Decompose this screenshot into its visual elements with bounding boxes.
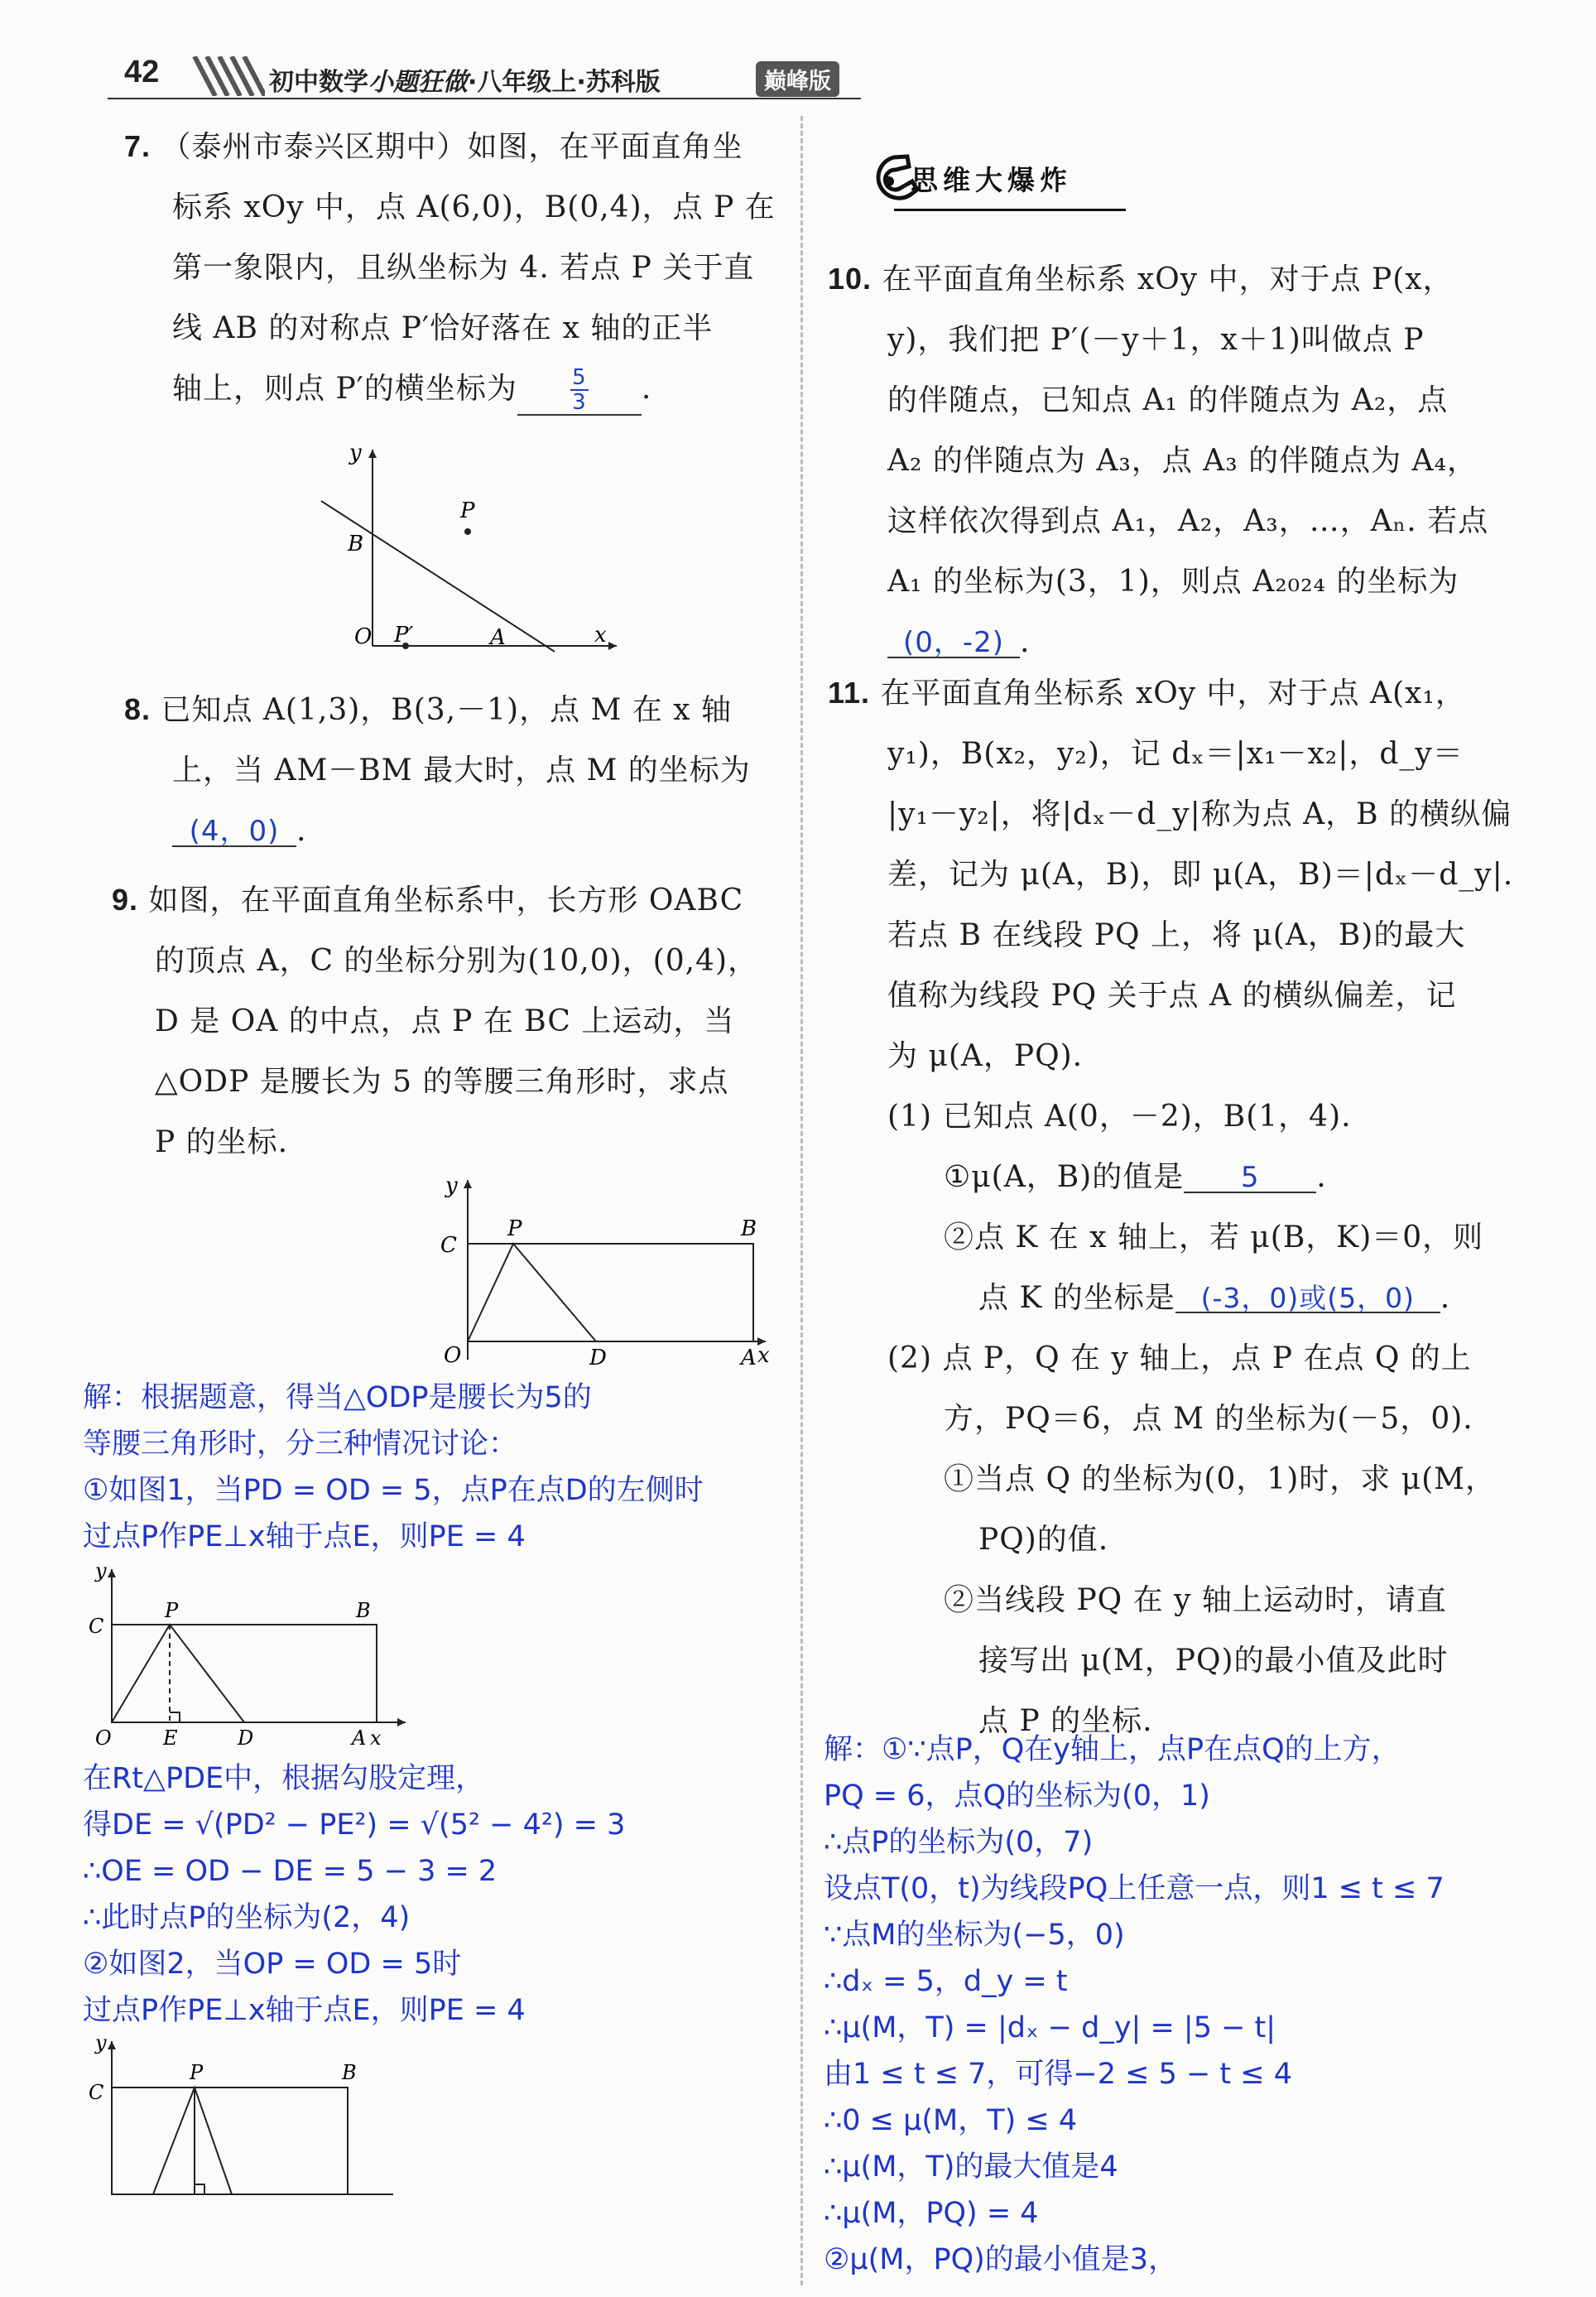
q11-part1-b-text: 点 K 的坐标是 — [978, 1281, 1175, 1315]
q11-line-1: 在平面直角坐标系 xOy 中，对于点 A(x₁， — [880, 677, 1466, 710]
q7-answer-fraction — [570, 366, 589, 414]
q9-sol-line-6: 得DE = √(PD² − PE²) = √(5² − 4²) = 3 — [83, 1808, 626, 1842]
q7-label-o: O — [354, 624, 373, 649]
q9-triangle — [468, 1244, 596, 1341]
q11-part2-b-2: 接写出 μ(M，PQ)的最小值及此时 — [978, 1644, 1449, 1678]
q11-part2-intro-2: 方，PQ＝6，点 M 的坐标为(－5，0). — [944, 1402, 1473, 1436]
q7-end: . — [641, 372, 652, 406]
q7-answer-numerator: 5 — [572, 365, 587, 390]
q11-line-2: y₁)，B(x₂，y₂)，记 dₓ＝|x₁－x₂|，d_y＝ — [887, 737, 1464, 771]
fig2-rectangle — [112, 2088, 348, 2194]
q11-line-7: 为 μ(A，PQ). — [887, 1039, 1084, 1073]
q7-line-5 — [124, 359, 778, 419]
q7-label-a: A — [490, 625, 506, 650]
q10-line-2: y)，我们把 P′(－y＋1，x＋1)叫做点 P — [887, 323, 1425, 357]
q9-line-2: 的顶点 A，C 的坐标分别为(10,0)，(0,4)， — [155, 944, 759, 978]
fig1-right-angle — [170, 1712, 180, 1722]
fig1-label-a: A — [352, 1726, 367, 1750]
fig1-rectangle — [112, 1625, 377, 1722]
q9-line-3: D 是 OA 的中点，点 P 在 BC 上运动，当 — [155, 1004, 735, 1038]
q10-line-1: 在平面直角坐标系 xOy 中，对于点 P(x， — [882, 262, 1454, 296]
q11-part2-a-1: ①当点 Q 的坐标为(0，1)时，求 μ(M， — [944, 1462, 1497, 1496]
page-number: 42 — [124, 55, 160, 89]
question-10 — [828, 248, 1573, 672]
q11-sol-line-1: 解：①∵点P，Q在y轴上，点P在点Q的上方， — [824, 1733, 1401, 1766]
q9-label-b: B — [741, 1216, 757, 1241]
q7-label-p-prime: P′ — [394, 623, 414, 648]
q7-x-arrow — [608, 642, 617, 650]
q9-label-o: O — [444, 1343, 462, 1366]
q10-end: . — [1020, 625, 1031, 659]
q7-label-b: B — [348, 532, 364, 556]
q9-number: 9. — [112, 883, 139, 917]
fig1-label-y: y — [95, 1561, 107, 1582]
q9-sol-line-1: 解：根据题意，得当△ODP是腰长为5的 — [83, 1381, 592, 1414]
q11-sol-line-3: ∴点P的坐标为(0，7) — [824, 1826, 1094, 1859]
q10-number: 10. — [828, 262, 873, 296]
q11-part1-b-line-1: ②点 K 在 x 轴上，若 μ(B，K)＝0，则 — [944, 1221, 1484, 1254]
q9-sol-line-5: 在Rt△PDE中，根据勾股定理， — [83, 1762, 485, 1795]
fig1-triangle — [112, 1625, 244, 1722]
q11-part2-intro-1: (2) 点 P，Q 在 y 轴上，点 P 在点 Q 的上 — [887, 1341, 1472, 1375]
q7-y-arrow — [368, 450, 377, 458]
q7-label-y: y — [349, 441, 362, 465]
q11-sol-line-6: ∴dₓ = 5，d_y = t — [824, 1965, 1068, 1998]
q8-line-2: 上，当 AM－BM 最大时，点 M 的坐标为 — [172, 754, 751, 787]
fig2-y-arrow — [108, 2041, 116, 2049]
q8-answer-blank: (4，0) — [172, 817, 296, 847]
q11-sol-line-2: PQ = 6，点Q的坐标为(0，1) — [824, 1779, 1210, 1813]
q7-line-1: （泰州市泰兴区期中）如图，在平面直角坐 — [161, 130, 743, 164]
q7-line-5-text: 轴上，则点 P′的横坐标为 — [172, 372, 517, 406]
q8-number: 8. — [124, 692, 151, 726]
q9-sol-line-4: 过点P作PE⊥x轴于点E，则PE = 4 — [83, 1520, 526, 1553]
q9-sol-line-2: 等腰三角形时，分三种情况讨论： — [83, 1428, 518, 1461]
section-title: 思维大爆炸 — [911, 164, 1072, 196]
q7-line-2: 标系 xOy 中，点 A(6,0)，B(0,4)，点 P 在 — [172, 190, 776, 224]
q11-sol-line-12: ②μ(M，PQ)的最小值是3， — [824, 2243, 1178, 2276]
question-8 — [124, 679, 778, 861]
q7-figure — [315, 435, 629, 667]
q11-part2-b-3: 点 P 的坐标. — [978, 1704, 1153, 1738]
q9-line-1: 如图，在平面直角坐标系中，长方形 OABC — [148, 884, 744, 917]
book-title — [269, 61, 661, 98]
q11-line-3: |y₁－y₂|，将|dₓ－d_y|称为点 A，B 的横纵偏 — [887, 797, 1512, 831]
q7-number: 7. — [124, 129, 151, 163]
q11-solution — [824, 1726, 1585, 2283]
fig1-y-arrow — [108, 1569, 116, 1577]
q10-line-4: A₂ 的伴随点为 A₃，点 A₃ 的伴随点为 A₄， — [887, 444, 1478, 478]
q9-label-x: x — [757, 1343, 770, 1366]
question-7 — [124, 116, 778, 419]
q9-y-arrow — [464, 1180, 472, 1188]
fig2-label-b: B — [342, 2061, 357, 2084]
q11-part2-a-2: PQ)的值. — [978, 1523, 1109, 1557]
q9-label-c: C — [440, 1233, 457, 1258]
q10-line-3: 的伴随点，已知点 A₁ 的伴随点为 A₂，点 — [887, 383, 1449, 417]
q9-rectangle — [468, 1244, 753, 1341]
column-divider — [800, 116, 803, 2285]
q11-part1-a: ①μ(A，B)的值是 5 . — [944, 1160, 1327, 1194]
q9-sol-line-3: ①如图1，当PD = OD = 5，点P在点D的左侧时 — [83, 1474, 704, 1507]
q7-label-x: x — [594, 623, 607, 648]
q8-line-1: 已知点 A(1,3)，B(3,－1)，点 M 在 x 轴 — [161, 693, 733, 727]
q11-line-5: 若点 B 在线段 PQ 上，将 μ(A，B)的最大 — [887, 918, 1466, 952]
q11-part1-b-answer: (-3，0)或(5，0) — [1175, 1284, 1440, 1313]
edition-badge: 巅峰版 — [756, 61, 839, 97]
q11-sol-line-11: ∴μ(M，PQ) = 4 — [824, 2197, 1039, 2230]
q11-sol-line-8: 由1 ≤ t ≤ 7，可得−2 ≤ 5 − t ≤ 4 — [824, 2058, 1292, 2091]
q9-label-y: y — [445, 1173, 458, 1198]
q11-sol-line-9: ∴0 ≤ μ(M，T) ≤ 4 — [824, 2104, 1078, 2137]
q11-part1-a-text: ①μ(A，B)的值是 — [944, 1160, 1185, 1194]
fig2-triangle — [153, 2088, 232, 2194]
fig1-x-arrow — [397, 1718, 406, 1726]
q11-part2-b-1: ②当线段 PQ 在 y 轴上运动时，请直 — [944, 1583, 1447, 1617]
q7-label-p: P — [460, 498, 475, 523]
fig1-label-x: x — [370, 1726, 382, 1750]
fig2-label-c: C — [89, 2081, 104, 2104]
q7-answer-denominator: 3 — [572, 390, 587, 415]
book-brand: 小题狂做 — [368, 68, 468, 97]
fig1-label-c: C — [89, 1615, 104, 1638]
fig1-label-d: D — [238, 1726, 254, 1750]
q11-number: 11. — [828, 676, 871, 710]
q7-answer-blank — [517, 366, 642, 416]
q11-part1-intro: (1) 已知点 A(0，－2)，B(1，4). — [887, 1100, 1352, 1134]
fig1-label-b: B — [356, 1599, 371, 1622]
fig2-right-angle — [195, 2184, 204, 2194]
header-rule — [108, 98, 861, 99]
q11-sol-line-7: ∴μ(M，T) = |dₓ − d_y| = |5 − t| — [824, 2011, 1276, 2044]
q7-line-4: 线 AB 的对称点 P′恰好落在 x 轴的正半 — [172, 311, 714, 345]
header-stripes — [190, 56, 265, 96]
q9-sol-line-7: ∴OE = OD − DE = 5 − 3 = 2 — [83, 1855, 498, 1888]
q11-sol-line-4: 设点T(0，t)为线段PQ上任意一点，则1 ≤ t ≤ 7 — [824, 1872, 1445, 1905]
q9-label-d: D — [589, 1346, 607, 1366]
book-title-suffix: ·八年级上·苏科版 — [468, 68, 661, 97]
q9-label-a: A — [741, 1346, 757, 1366]
q9-line-4: △ODP 是腰长为 5 的等腰三角形时，求点 — [155, 1065, 729, 1099]
q7-point-p — [464, 528, 471, 535]
q9-sol-line-9: ②如图2，当OP = OD = 5时 — [83, 1948, 462, 1981]
q9-solution-part-2 — [83, 1755, 786, 2034]
q10-line-5: 这样依次得到点 A₁，A₂，A₃，…，Aₙ. 若点 — [887, 504, 1489, 538]
q9-line-5: P 的坐标. — [155, 1125, 289, 1159]
q10-answer-blank: (0，-2) — [887, 628, 1020, 658]
book-title-prefix: 初中数学 — [269, 68, 368, 97]
q11-sol-line-10: ∴μ(M，T)的最大值是4 — [824, 2150, 1118, 2184]
q10-line-6: A₁ 的坐标为(3，1)，则点 A₂₀₂₄ 的坐标为 — [887, 565, 1459, 599]
q11-part1-a-answer: 5 — [1184, 1163, 1316, 1193]
q9-solution-part-1 — [83, 1375, 786, 1560]
question-11 — [828, 662, 1573, 1751]
q9-label-p: P — [507, 1216, 522, 1241]
q9-solution-figure-2 — [79, 2033, 418, 2198]
q9-sol-line-10: 过点P作PE⊥x轴于点E，则PE = 4 — [83, 1994, 526, 2027]
fig2-label-p: P — [190, 2061, 204, 2084]
q8-end: . — [296, 814, 307, 848]
q11-sol-line-5: ∵点M的坐标为(−5，0) — [824, 1919, 1125, 1952]
fig1-label-e: E — [163, 1726, 178, 1750]
question-9 — [112, 869, 782, 1173]
section-title-underline — [894, 209, 1126, 211]
q9-solution-figure-1 — [79, 1561, 418, 1751]
q7-line-3: 第一象限内，且纵坐标为 4. 若点 P 关于直 — [172, 251, 755, 285]
fig2-label-y: y — [95, 2033, 107, 2054]
q9-figure — [430, 1168, 778, 1366]
q11-line-4: 差，记为 μ(A，B)，即 μ(A，B)＝|dₓ－d_y|. — [887, 858, 1514, 892]
q11-part1-b-line-2: 点 K 的坐标是 (-3，0)或(5，0) . — [978, 1281, 1451, 1315]
q11-line-6: 值称为线段 PQ 关于点 A 的横纵偏差，记 — [887, 979, 1457, 1013]
fig1-label-p: P — [165, 1599, 179, 1622]
q9-sol-line-8: ∴此时点P的坐标为(2，4) — [83, 1901, 411, 1934]
fig1-label-o: O — [95, 1726, 112, 1750]
q8-line-3 — [124, 801, 778, 861]
